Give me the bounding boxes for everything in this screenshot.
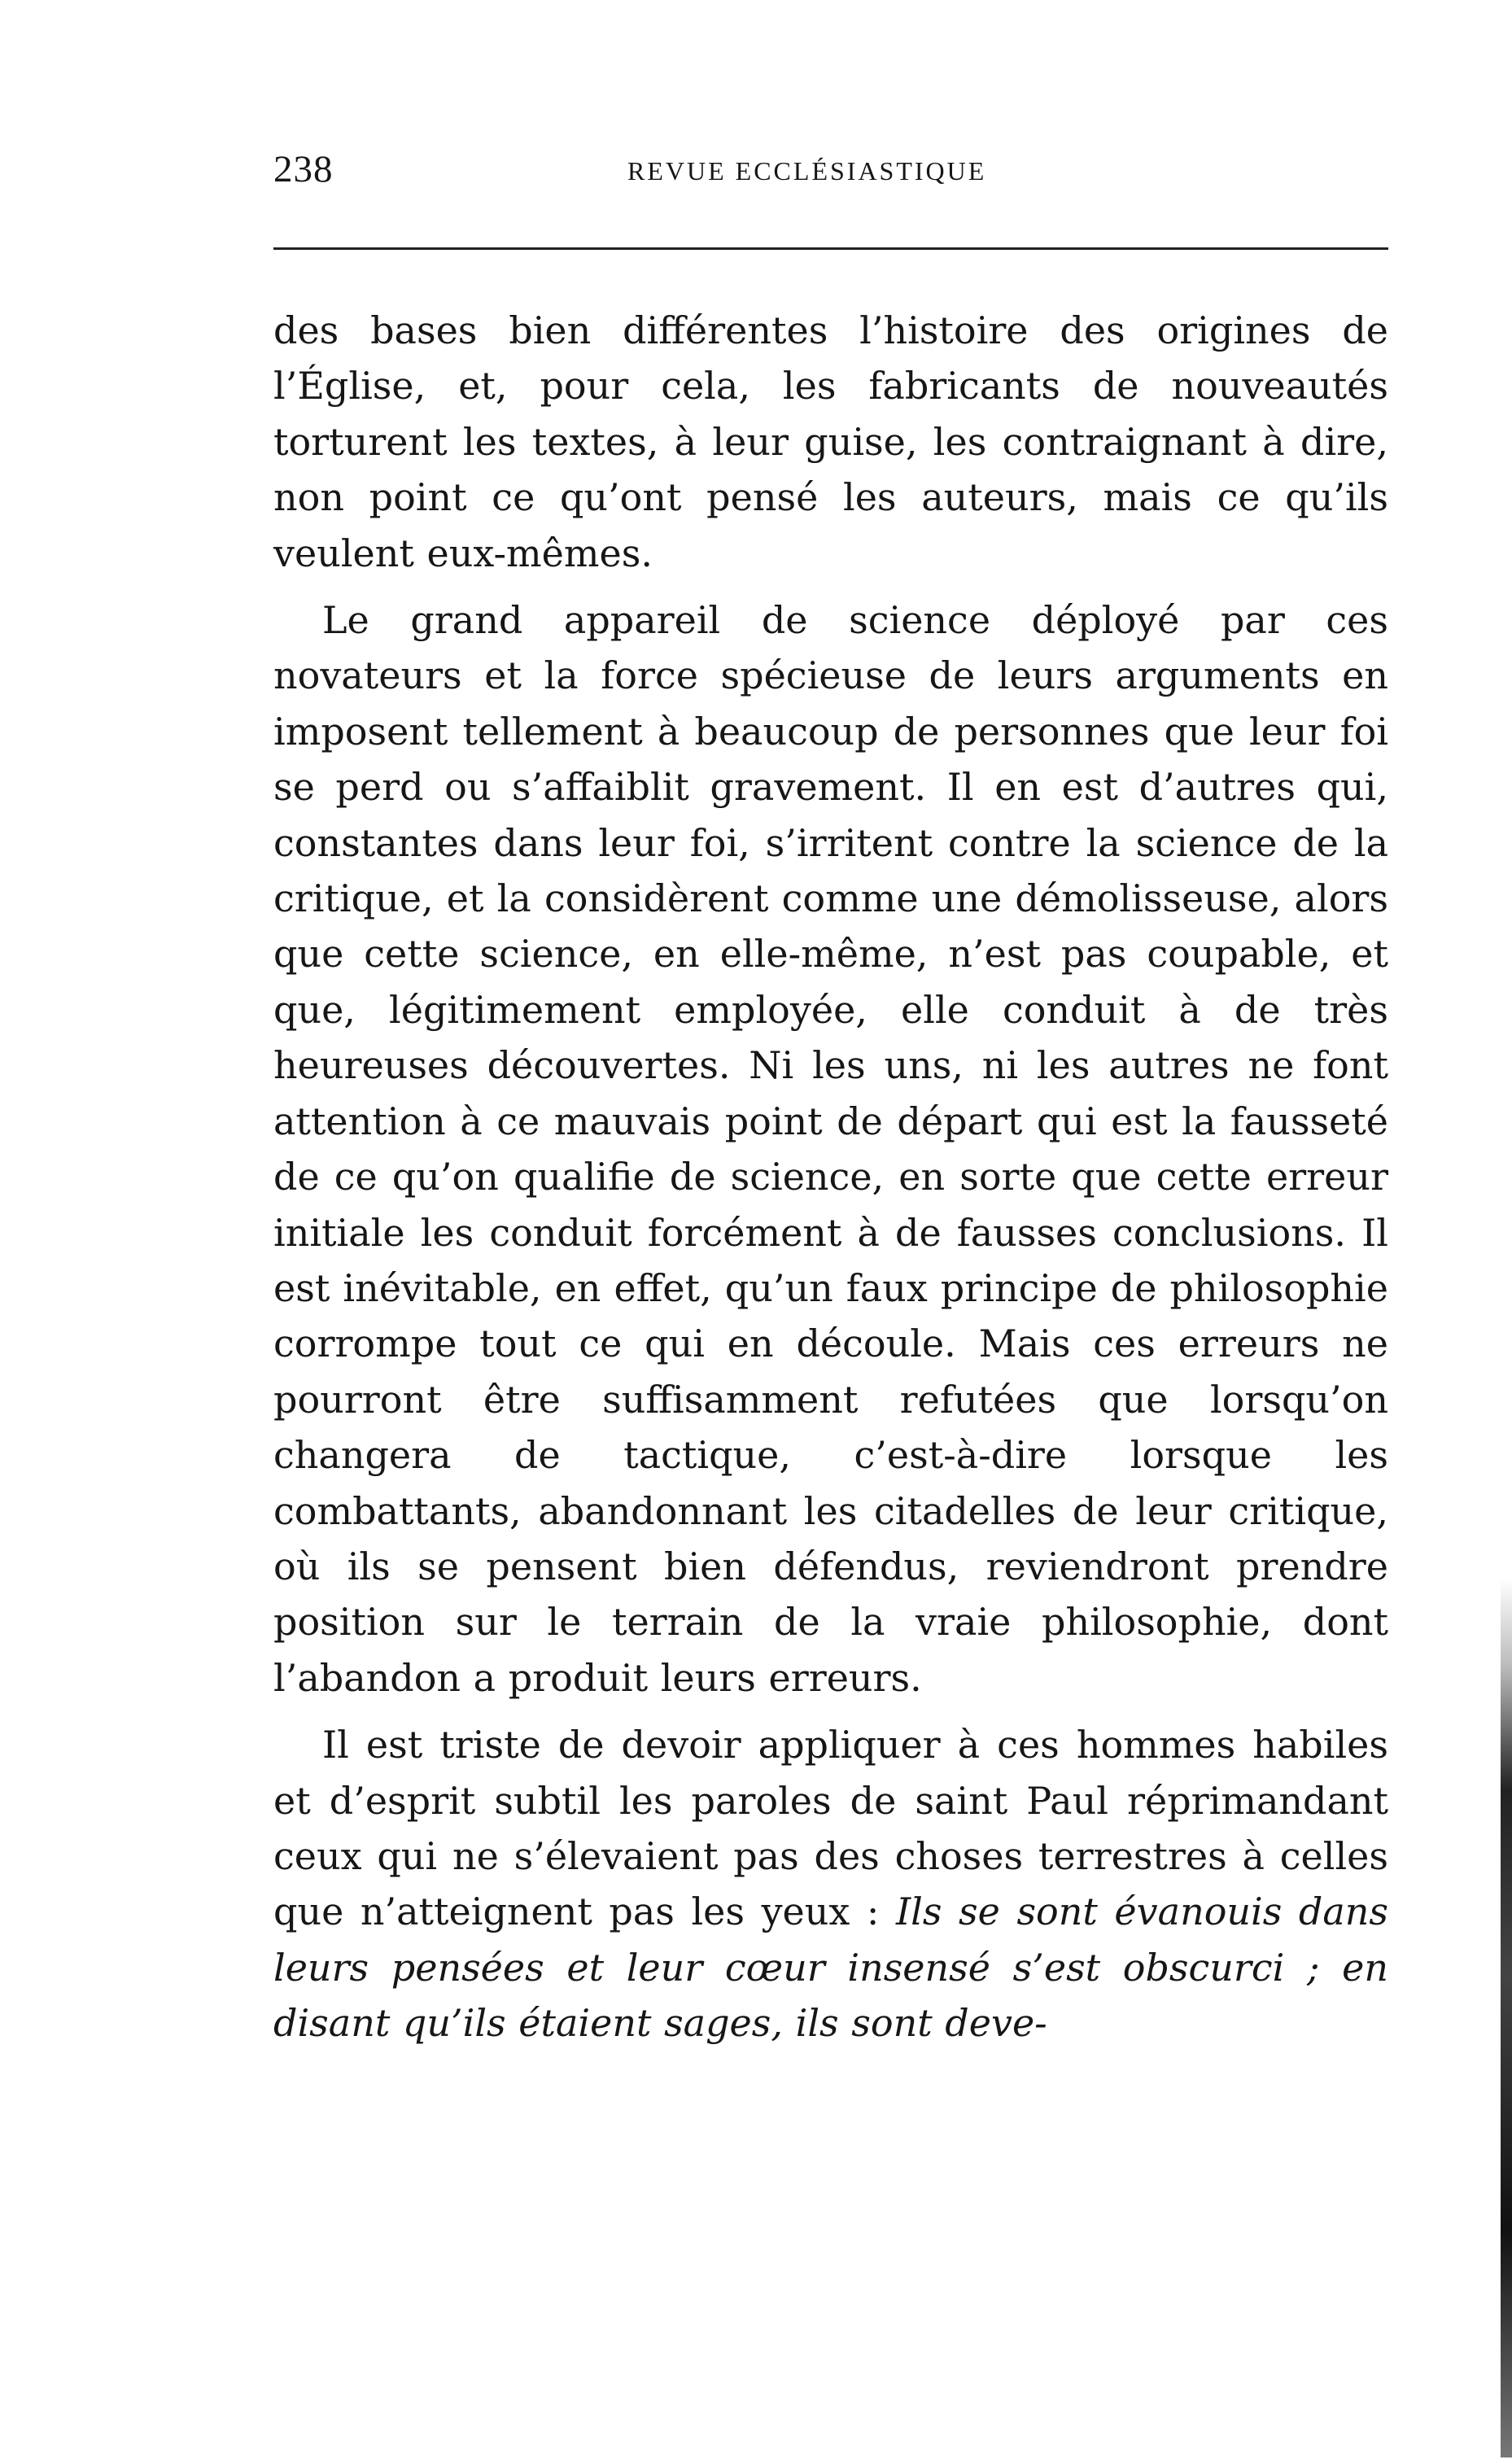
header-rule	[273, 247, 1388, 250]
paragraph-3	[273, 1717, 1388, 2051]
page-header	[273, 145, 1388, 194]
running-title: REVUE ECCLÉSIASTIQUE	[627, 156, 987, 186]
page-body	[273, 303, 1388, 2051]
page-number: 238	[273, 148, 334, 190]
paragraph-3-italic-quote: Ils se sont évanouis dans leurs pensées et leur cœur insensé s’est obscurci ; en disant qu’ils étaient sages, ils sont deve-	[273, 1890, 1389, 2046]
scan-edge-stripe	[1501, 1579, 1512, 2457]
paragraph-2: Le grand appareil de science déployé par ces novateurs et la force spécieuse de leurs arguments en imposent tellement à beaucoup de personnes que leur foi se perd ou s’affaiblit gravement. Il en est d’autres qui, constantes dans leur foi, s’irritent contre la science de la critique, et la considèrent comme une démolisseuse, alors que cette science, en elle-même, n’est pas coupable, et que, légitimement employée, elle conduit à de très heureuses découvertes. Ni les uns, ni les autres ne font attention à ce mauvais point de départ qui est la fausseté de ce qu’on qualifie de science, en sorte que cette erreur initiale les conduit forcément à de fausses conclusions. Il est inévitable, en effet, qu’un faux principe de philosophie corrompe tout ce qui en découle. Mais ces erreurs ne pourront être suffisamment refutées que lorsqu’on changera de tactique, c’est-à-dire lorsque les combattants, abandonnant les citadelles de leur critique, où ils se pensent bien défendus, reviendront prendre position sur le terrain de la vraie philosophie, dont l’abandon a produit leurs erreurs.	[273, 598, 1388, 1700]
paragraph-3-regular-text: Il est triste de devoir appliquer à ces hommes habiles et d’esprit subtil les paroles de saint Paul réprimandant ceux qui ne s’élevaient pas des choses terrestres à celles que n’atteignent pas les yeux :	[273, 1723, 1388, 1934]
paragraph-1: des bases bien différentes l’histoire des origines de l’Église, et, pour cela, les fabricants de nouveautés torturent les textes, à leur guise, les contraignant à dire, non point ce qu’ont pensé les auteurs, mais ce qu’ils veulent eux-mêmes.	[273, 308, 1388, 575]
